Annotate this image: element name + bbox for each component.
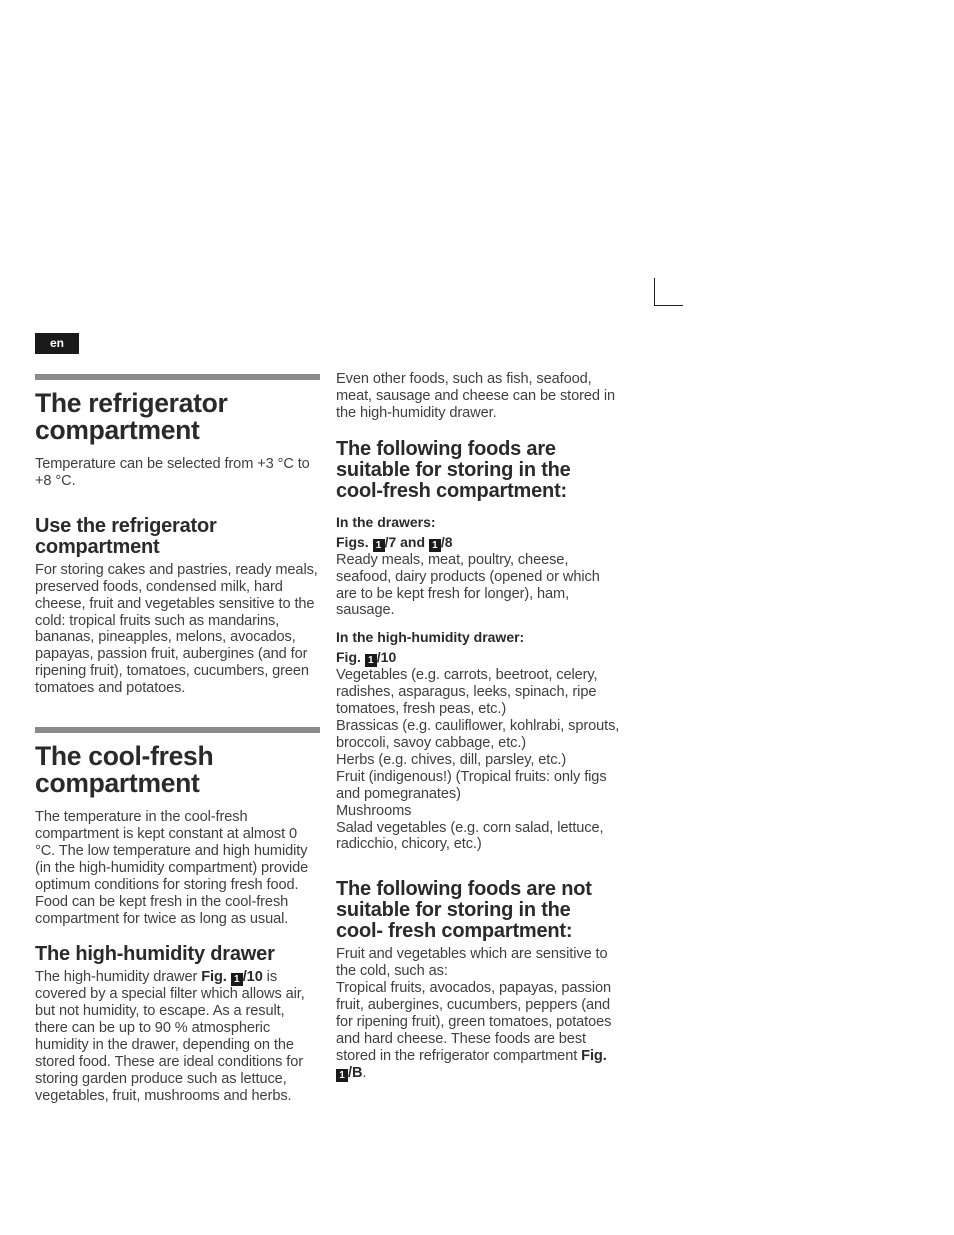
coolfresh-text: The temperature in the cool-fresh compartment is kept constant at almost 0 °C. The low temperature and high humidity (in the high-humidity compartment) provide optimum conditions for storing fresh food. Food can be kept fresh in the cool-fresh compartment for twice as long as usual. xyxy=(35,809,309,927)
not-suitable-text-1: Fruit and vegetables which are sensitive to the cold, such as: xyxy=(336,946,608,980)
humidity-drawer-text: The high-humidity drawer Fig. 1 /10 is covered by a special filter which allows air, but not humidity, to escape. As a result, there can be up to 90 % atmospheric humidity in the drawer, depending on the stored food. These are ideal conditions for storing garden produce such as lettuce, vegetables, fruit, mushrooms and herbs. xyxy=(35,969,305,1104)
right-column xyxy=(336,371,621,1082)
not-suitable-heading: The following foods are not suitable for storing in the cool- fresh compartment: xyxy=(336,878,592,943)
figure-reference: Fig. 1 /B xyxy=(336,1048,607,1081)
figure-number-badge: 1 xyxy=(429,539,441,552)
humidity-figure-reference: Fig. 1 /10 xyxy=(336,649,397,667)
figure-number-badge: 1 xyxy=(336,1069,348,1082)
coolfresh-title: The cool-fresh compartment xyxy=(35,741,214,799)
left-column xyxy=(35,374,320,1105)
list-item: Mushrooms xyxy=(336,802,412,819)
figure-number-badge: 1 xyxy=(373,539,385,552)
section-rule xyxy=(35,727,320,733)
list-item: Vegetables (e.g. carrots, beetroot, celery, radishes, asparagus, leeks, spinach, ripe tomatoes, fresh peas, etc.) xyxy=(336,667,598,718)
figure-reference: Fig. 1 /10 xyxy=(201,969,263,986)
humidity-drawer-label: In the high-humidity drawer: xyxy=(336,629,525,646)
fridge-temp-text: Temperature can be selected from +3 °C to +8 °C. xyxy=(35,456,310,489)
figure-number-badge: 1 xyxy=(365,654,377,667)
list-item: Brassicas (e.g. cauliflower, kohlrabi, sprouts, broccoli, savoy cabbage, etc.) xyxy=(336,718,620,751)
not-suitable-text-2: Tropical fruits, avocados, papayas, passion fruit, aubergines, cucumbers, peppers (and for ripening fruit), green tomatoes, potatoes and hard cheese. These foods are best stored in the refrigerator compartment Fig. 1 /B. xyxy=(336,980,612,1081)
fridge-title: The refrigerator compartment xyxy=(35,388,228,445)
suitable-heading: The following foods are suitable for storing in the cool-fresh compartment: xyxy=(336,437,571,502)
language-tag: en xyxy=(35,333,79,354)
intro-text: Even other foods, such as fish, seafood, meat, sausage and cheese can be stored in the high-humidity drawer. xyxy=(336,371,616,421)
section-rule xyxy=(35,374,320,380)
list-item: Fruit (indigenous!) (Tropical fruits: only figs and pomegranates) xyxy=(336,768,607,802)
use-fridge-text: For storing cakes and pastries, ready meals, preserved foods, condensed milk, hard cheese, fruit and vegetables sensitive to the cold: tropical fruits such as mandarins, bananas, pineapples, melons, avocados, papayas, passion fruit, aubergines (and for ripening fruit), tomatoes, cucumbers, green tomatoes and potatoes. xyxy=(35,561,318,697)
crop-mark xyxy=(654,278,683,306)
figure-number-badge: 1 xyxy=(231,973,243,986)
list-item: Salad vegetables (e.g. corn salad, lettuce, radicchio, chicory, etc.) xyxy=(336,819,604,853)
drawers-text: Ready meals, meat, poultry, cheese, seafood, dairy products (opened or which are to be kept fresh for longer), ham, sausage. xyxy=(336,551,600,619)
drawers-label: In the drawers: xyxy=(336,513,436,530)
use-fridge-heading: Use the refrigerator compartment xyxy=(35,514,217,558)
drawers-figure-reference: Figs. 1 /7 and 1 /8 xyxy=(336,533,453,551)
humidity-drawer-heading: The high-humidity drawer xyxy=(35,943,275,966)
list-item: Herbs (e.g. chives, dill, parsley, etc.) xyxy=(336,751,567,768)
